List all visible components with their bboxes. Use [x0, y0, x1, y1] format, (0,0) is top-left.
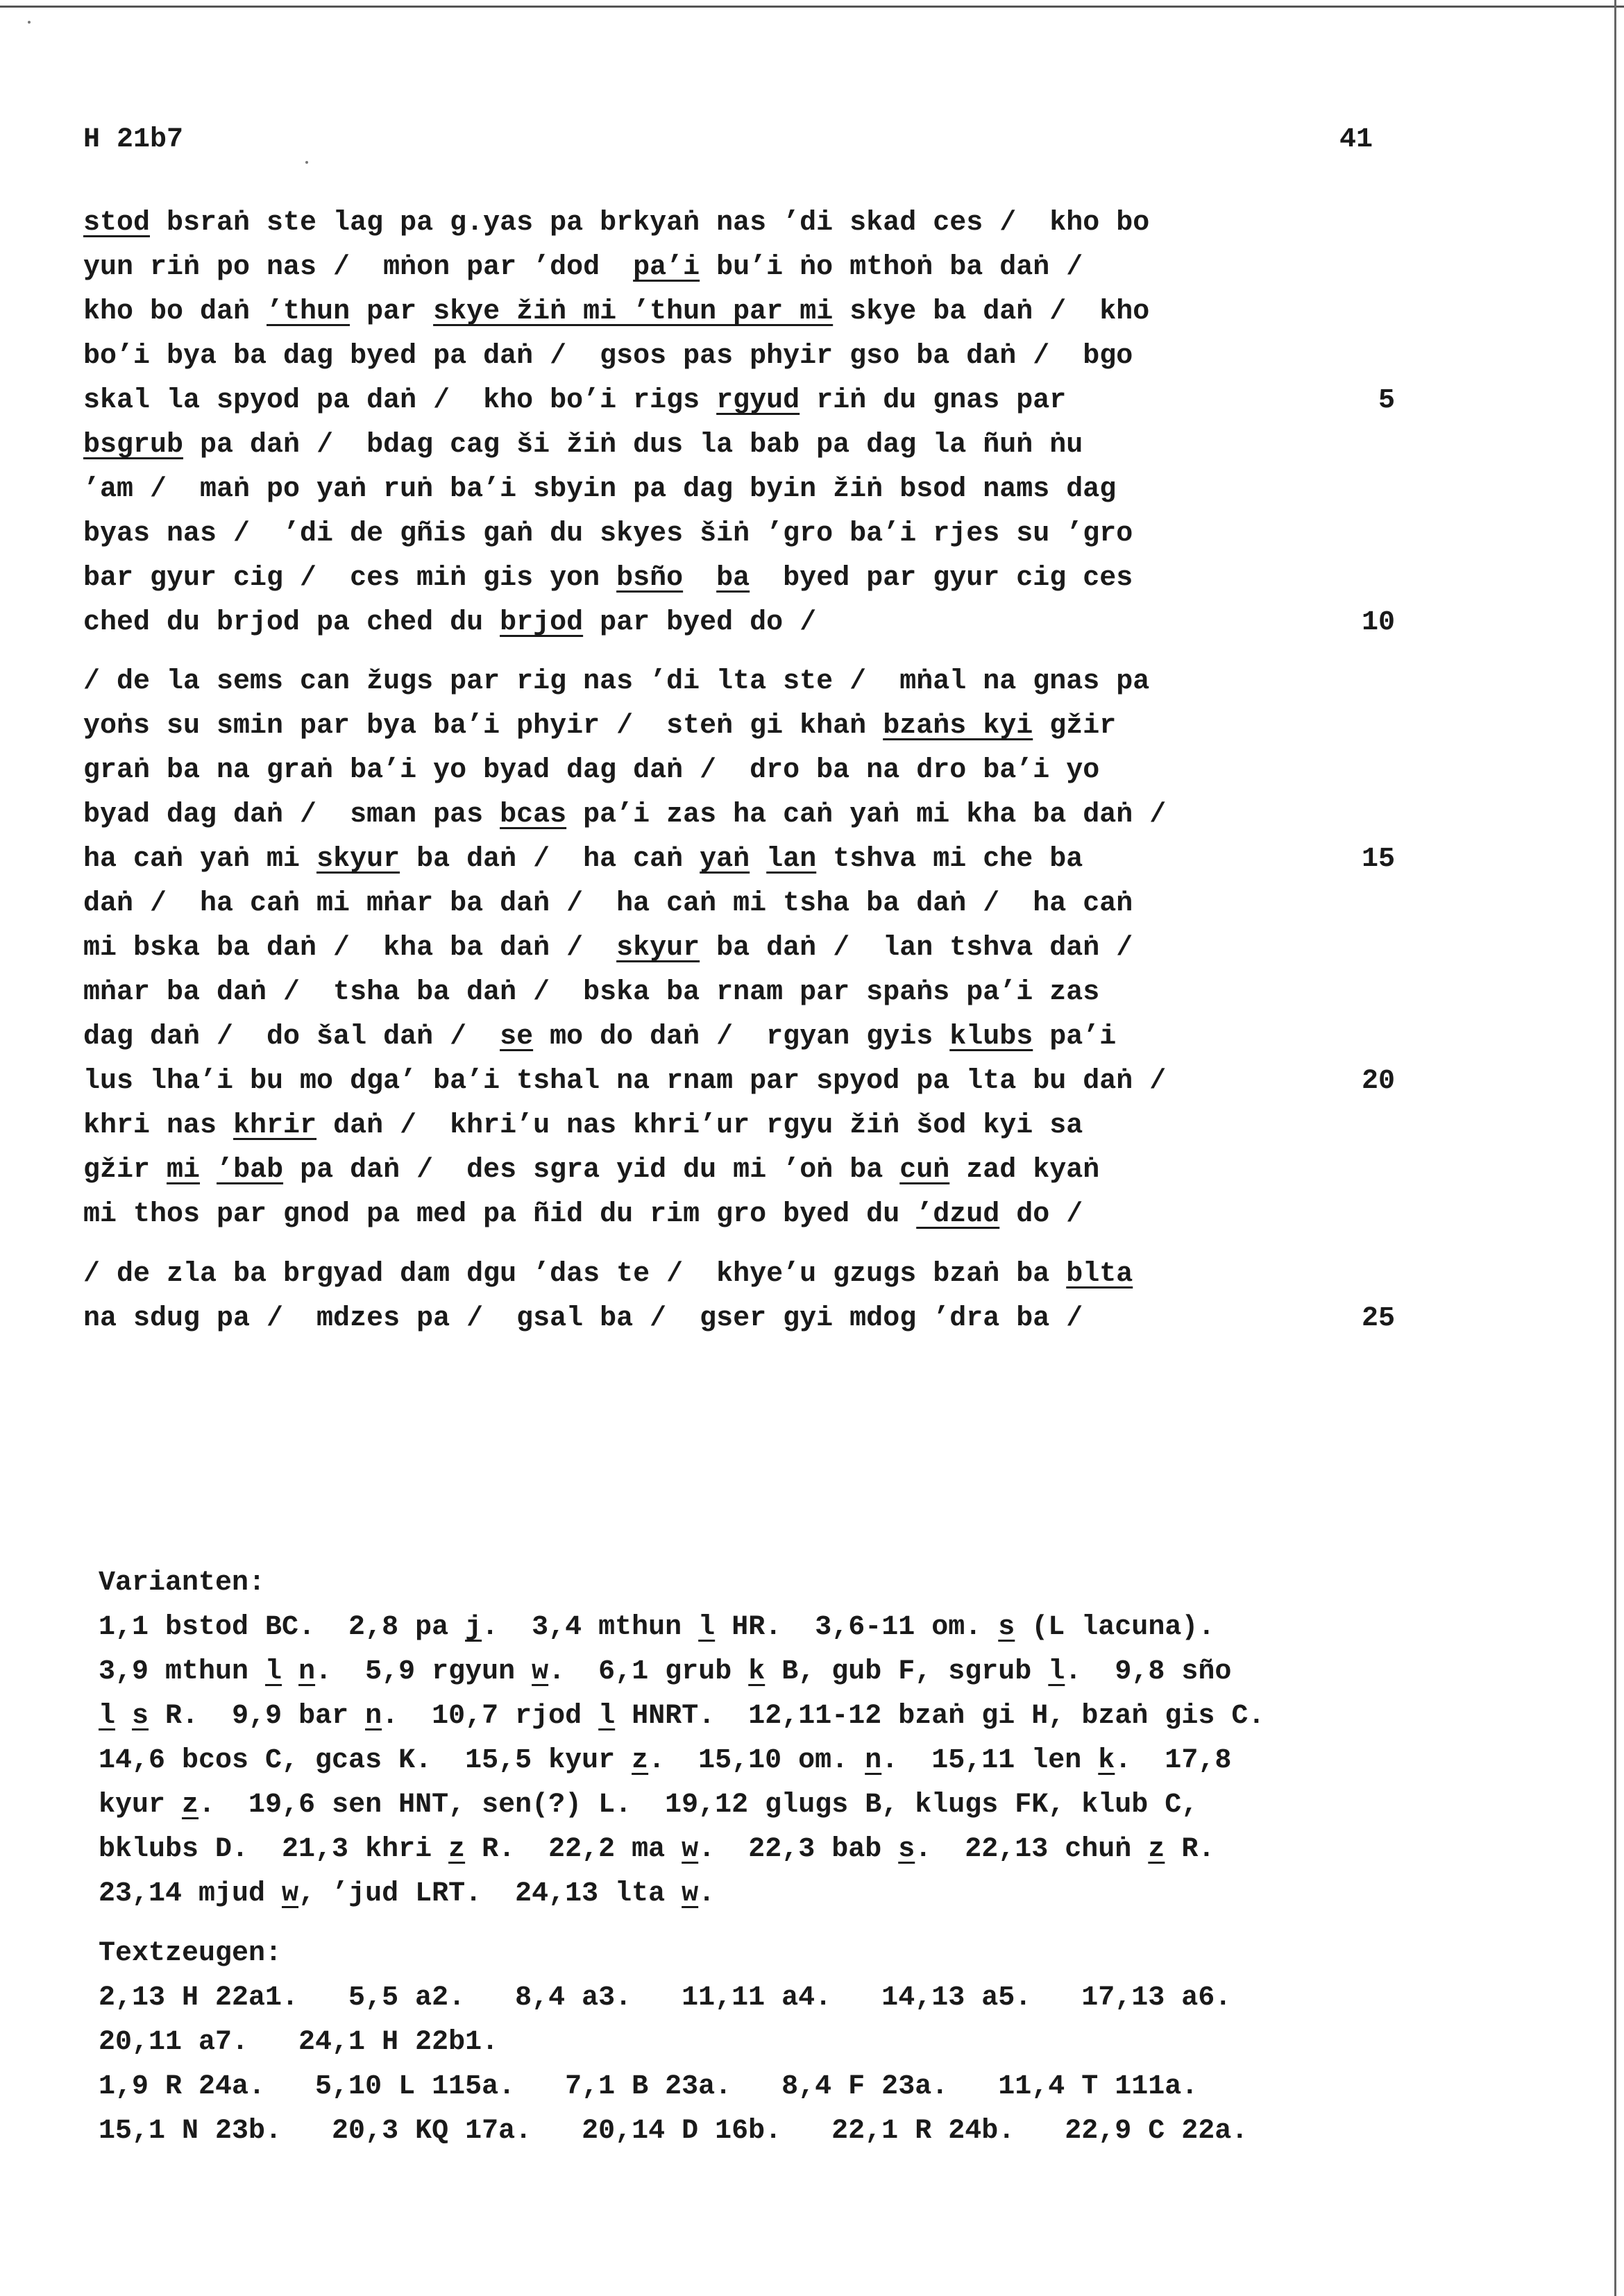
- text-segment: mi bska ba daṅ / kha ba daṅ /: [83, 933, 617, 964]
- text-segment: khri nas: [83, 1110, 234, 1141]
- text-line: [83, 601, 816, 645]
- text-segment: kyur: [99, 1789, 183, 1821]
- text-segment: bar gyur cig / ces miṅ gis yon: [83, 563, 617, 594]
- variant-line: [99, 1739, 1231, 1783]
- underlined-word: ’thun: [267, 296, 350, 328]
- text-segment: bklubs D. 21,3 khri: [99, 1834, 449, 1865]
- text-segment: mo do daṅ / rgyan gyis: [533, 1021, 950, 1053]
- text-segment: daṅ / khri’u nas khri’ur rgyu žiṅ šod kyi sa: [316, 1110, 1083, 1141]
- text-segment: . 22,13 chuṅ: [915, 1834, 1149, 1865]
- text-segment: 23,14 mjud: [99, 1878, 282, 1910]
- text-segment: 1,1 bstod BC. 2,8 pa: [99, 1612, 466, 1643]
- text-segment: byad dag daṅ / sman pas: [83, 799, 500, 831]
- underlined-word: stod: [83, 207, 151, 239]
- underlined-word: k: [1098, 1745, 1115, 1776]
- text-segment: mi thos par gnod pa med pa ñid du rim gro byed du: [83, 1199, 917, 1230]
- text-segment: riṅ du gnas par: [800, 385, 1067, 416]
- witness-line: 20,11 a7. 24,1 H 22b1.: [99, 2027, 499, 2058]
- text-segment: . 5,9 rgyun: [315, 1656, 532, 1687]
- text-segment: ’am / maṅ po yaṅ ruṅ ba’i sbyin pa dag byin žiṅ bsod nams dag: [83, 474, 1117, 505]
- text-segment: . 6,1 grub: [548, 1656, 749, 1687]
- text-segment: graṅ ba na graṅ ba’i yo byad dag daṅ / dro ba na dro ba’i yo: [83, 755, 1100, 786]
- text-segment: . 19,6 sen HNT, sen(?) L. 19,12 glugs B, klugs FK, klub C,: [198, 1789, 1199, 1821]
- text-segment: bo’i bya ba dag byed pa daṅ / gsos pas phyir gso ba daṅ / bgo: [83, 341, 1133, 372]
- scan-right-border: [1614, 0, 1616, 2296]
- underlined-word: s: [998, 1612, 1015, 1643]
- page-number: 41: [1339, 124, 1373, 155]
- text-line: [83, 837, 1083, 882]
- underlined-word: pa’i: [633, 252, 700, 283]
- witness-line: 2,13 H 22a1. 5,5 a2. 8,4 a3. 11,11 a4. 14,13 a5. 17,13 a6.: [99, 1982, 1232, 2014]
- text-segment: [683, 563, 716, 594]
- text-line: [83, 201, 1149, 246]
- text-segment: daṅ / ha caṅ mi mṅar ba daṅ / ha caṅ mi tsha ba daṅ / ha caṅ: [83, 888, 1133, 919]
- underlined-word: w: [682, 1878, 699, 1910]
- text-segment: dag daṅ / do šal daṅ /: [83, 1021, 500, 1053]
- text-line: [83, 749, 1099, 793]
- underlined-word: l: [1048, 1656, 1065, 1687]
- scan-top-border: [0, 6, 1624, 8]
- variant-line: [99, 1694, 1264, 1739]
- text-segment: . 9,8 sño: [1065, 1656, 1232, 1687]
- text-segment: bu’i ṅo mthoṅ ba daṅ /: [700, 252, 1083, 283]
- underlined-word: khrir: [233, 1110, 317, 1141]
- text-segment: HNRT. 12,11-12 bzaṅ gi H, bzaṅ gis C.: [615, 1701, 1265, 1732]
- text-segment: / de zla ba brgyad dam dgu ’das te / khye’u gzugs bzaṅ ba: [83, 1259, 1067, 1290]
- text-line: [83, 704, 1116, 749]
- text-segment: 3,9 mthun: [99, 1656, 266, 1687]
- text-segment: na sdug pa / mdzes pa / gsal ba / gser gyi mdog ’dra ba /: [83, 1303, 1083, 1334]
- underlined-word: skyur: [616, 933, 700, 964]
- underlined-word: brjod: [500, 607, 584, 638]
- text-segment: par byed do /: [583, 607, 817, 638]
- text-segment: , ’jud LRT. 24,13 lta: [298, 1878, 682, 1910]
- text-line: [83, 423, 1083, 468]
- variant-line: [99, 1606, 1215, 1650]
- underlined-word: l: [698, 1612, 716, 1643]
- text-line: [83, 1015, 1116, 1060]
- text-line: [83, 556, 1133, 601]
- text-line: [83, 512, 1133, 556]
- text-segment: byed par gyur cig ces: [750, 563, 1133, 594]
- line-number: 10: [1361, 607, 1395, 638]
- underlined-word: w: [282, 1878, 299, 1910]
- text-line: [83, 1297, 1083, 1341]
- varianten-heading: Varianten:: [99, 1567, 266, 1599]
- text-line: [83, 334, 1133, 379]
- text-segment: byas nas / ’di de gñis gaṅ du skyes šiṅ ’gro ba’i rjes su ’gro: [83, 518, 1133, 550]
- text-line: [83, 246, 1083, 290]
- text-segment: pa’i: [1033, 1021, 1117, 1053]
- underlined-word: z: [182, 1789, 199, 1821]
- underlined-word: blta: [1066, 1259, 1133, 1290]
- underlined-word: skye žiṅ mi ’thun par mi: [433, 296, 834, 328]
- text-segment: R.: [1165, 1834, 1215, 1865]
- text-segment: ba daṅ / ha caṅ: [400, 844, 700, 875]
- underlined-word: j: [465, 1612, 482, 1643]
- text-segment: ha caṅ yaṅ mi: [83, 844, 317, 875]
- underlined-word: w: [682, 1834, 699, 1865]
- text-segment: . 10,7 rjod: [382, 1701, 599, 1732]
- underlined-word: s: [132, 1701, 149, 1732]
- underlined-word: ’dzud: [916, 1199, 1000, 1230]
- text-segment: . 15,10 om.: [648, 1745, 865, 1776]
- underlined-word: k: [748, 1656, 766, 1687]
- underlined-word: bsño: [616, 563, 684, 594]
- text-line: [83, 468, 1116, 512]
- text-line: [83, 971, 1099, 1015]
- variant-line: [99, 1872, 715, 1916]
- text-segment: [282, 1656, 298, 1687]
- text-line: [83, 1104, 1083, 1148]
- text-segment: ched du brjod pa ched du: [83, 607, 500, 638]
- text-segment: .: [698, 1878, 716, 1910]
- underlined-word: n: [865, 1745, 882, 1776]
- text-segment: R. 9,9 bar: [149, 1701, 366, 1732]
- text-line: [83, 926, 1133, 971]
- text-segment: / de la sems can žugs par rig nas ’di lta ste / mṅal na gnas pa: [83, 666, 1150, 697]
- line-number: 20: [1361, 1066, 1395, 1097]
- text-segment: zad kyaṅ: [949, 1155, 1100, 1186]
- text-line: [83, 793, 1166, 837]
- text-segment: [200, 1155, 217, 1186]
- underlined-word: bcas: [500, 799, 567, 831]
- text-segment: skal la spyod pa daṅ / kho bo’i rigs: [83, 385, 717, 416]
- underlined-word: s: [898, 1834, 915, 1865]
- text-line: [83, 1148, 1099, 1193]
- text-segment: . 3,4 mthun: [482, 1612, 699, 1643]
- underlined-word: bzaṅs kyi: [883, 711, 1033, 742]
- text-segment: HR. 3,6-11 om.: [715, 1612, 999, 1643]
- underlined-word: z: [632, 1745, 649, 1776]
- underlined-word: mi: [167, 1155, 201, 1186]
- page-header-reference: H 21b7: [83, 124, 184, 155]
- text-segment: [750, 844, 766, 875]
- text-segment: yoṅs su smin par bya ba’i phyir / steṅ gi khaṅ: [83, 711, 883, 742]
- text-segment: pa daṅ / bdag cag ši žiṅ dus la bab pa dag la ñuṅ ṅu: [183, 430, 1083, 461]
- underlined-word: cuṅ: [899, 1155, 950, 1186]
- text-segment: gžir: [1033, 711, 1117, 742]
- variant-line: [99, 1828, 1215, 1872]
- underlined-word: lan: [766, 844, 817, 875]
- variant-line: [99, 1650, 1231, 1694]
- text-segment: . 17,8: [1115, 1745, 1232, 1776]
- text-segment: 14,6 bcos C, gcas K. 15,5 kyur: [99, 1745, 632, 1776]
- text-line: [83, 882, 1133, 926]
- text-line: [83, 660, 1149, 704]
- textzeugen-heading: Textzeugen:: [99, 1938, 282, 1969]
- text-segment: . 15,11 len: [881, 1745, 1099, 1776]
- text-segment: gžir: [83, 1155, 167, 1186]
- text-segment: pa daṅ / des sgra yid du mi ’oṅ ba: [283, 1155, 900, 1186]
- underlined-word: z: [1148, 1834, 1165, 1865]
- line-number: 25: [1361, 1303, 1395, 1334]
- text-segment: do /: [999, 1199, 1083, 1230]
- text-segment: skye ba daṅ / kho: [833, 296, 1150, 328]
- variant-line: [99, 1783, 1198, 1828]
- underlined-word: bsgrub: [83, 430, 184, 461]
- underlined-word: ’bab: [217, 1155, 284, 1186]
- text-segment: ba daṅ / lan tshva daṅ /: [700, 933, 1133, 964]
- witness-line: 1,9 R 24a. 5,10 L 115a. 7,1 B 23a. 8,4 F 23a. 11,4 T 111a.: [99, 2071, 1199, 2102]
- text-segment: . 22,3 bab: [698, 1834, 899, 1865]
- text-segment: pa’i zas ha caṅ yaṅ mi kha ba daṅ /: [566, 799, 1167, 831]
- witness-line: 15,1 N 23b. 20,3 KQ 17a. 20,14 D 16b. 22,1 R 24b. 22,9 C 22a.: [99, 2116, 1249, 2147]
- underlined-word: n: [298, 1656, 316, 1687]
- text-line: [83, 1060, 1166, 1104]
- scan-speck: [28, 21, 31, 24]
- line-number: 15: [1361, 844, 1395, 875]
- text-line: [83, 1252, 1133, 1297]
- underlined-word: yaṅ: [700, 844, 750, 875]
- text-segment: kho bo daṅ: [83, 296, 267, 328]
- underlined-word: klubs: [949, 1021, 1033, 1053]
- text-segment: R. 22,2 ma: [465, 1834, 682, 1865]
- text-segment: mṅar ba daṅ / tsha ba daṅ / bska ba rnam par spaṅs pa’i zas: [83, 977, 1100, 1008]
- underlined-word: l: [265, 1656, 282, 1687]
- text-segment: B, gub F, sgrub: [765, 1656, 1049, 1687]
- underlined-word: l: [598, 1701, 616, 1732]
- text-line: [83, 379, 1066, 423]
- underlined-word: rgyud: [716, 385, 800, 416]
- underlined-word: ba: [716, 563, 750, 594]
- text-segment: (L lacuna).: [1015, 1612, 1215, 1643]
- text-segment: par: [350, 296, 434, 328]
- underlined-word: skyur: [316, 844, 400, 875]
- text-segment: tshva mi che ba: [816, 844, 1083, 875]
- text-segment: bsraṅ ste lag pa g.yas pa brkyaṅ nas ’di skad ces / kho bo: [150, 207, 1150, 239]
- text-segment: lus lha’i bu mo dga’ ba’i tshal na rnam par spyod pa lta bu daṅ /: [83, 1066, 1167, 1097]
- text-line: [83, 290, 1149, 334]
- underlined-word: n: [365, 1701, 382, 1732]
- scan-speck: [305, 161, 308, 164]
- underlined-word: l: [99, 1701, 116, 1732]
- underlined-word: z: [448, 1834, 466, 1865]
- text-line: [83, 1193, 1083, 1237]
- underlined-word: se: [500, 1021, 534, 1053]
- text-segment: yun riṅ po nas / mṅon par ’dod: [83, 252, 634, 283]
- line-number: 5: [1378, 385, 1395, 416]
- underlined-word: w: [532, 1656, 549, 1687]
- text-segment: [115, 1701, 132, 1732]
